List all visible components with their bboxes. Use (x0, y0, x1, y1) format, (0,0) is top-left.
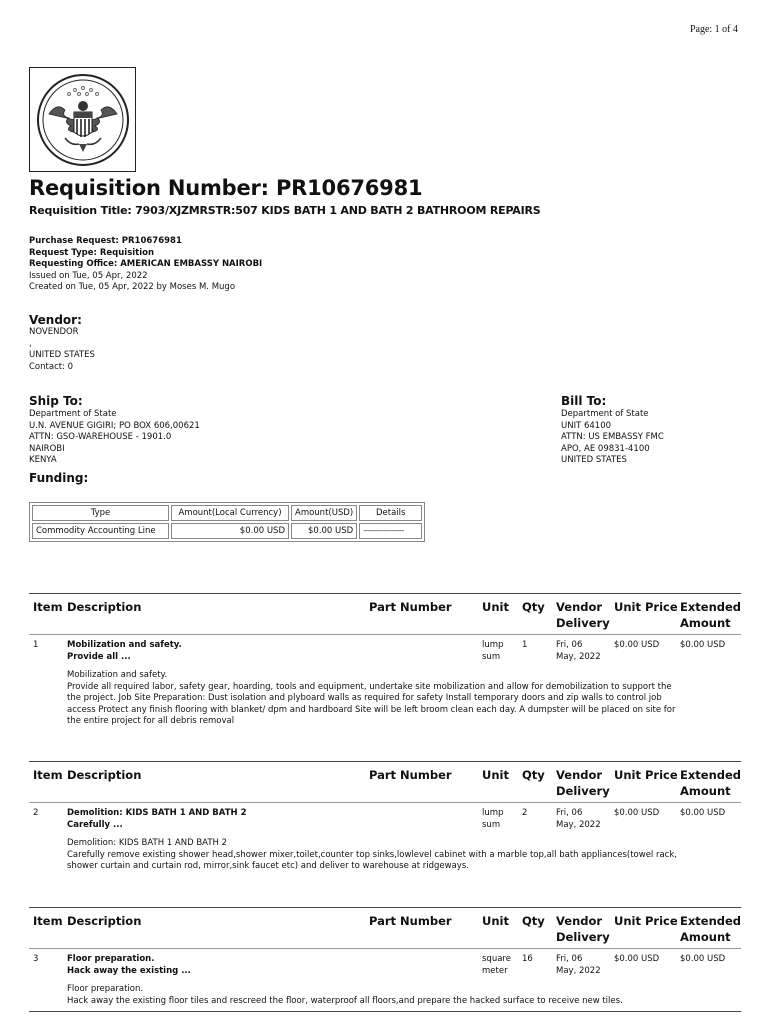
item-short-line: Demolition: KIDS BATH 1 AND BATH 2 (67, 808, 247, 818)
item-long-line: the project. Job Site Preparation: Dust isolation and plyboard walls as required for safety Install temporary doors and zip walls to control job (67, 693, 662, 704)
ship-to-line: KENYA (29, 455, 57, 466)
created-on: Created on Tue, 05 Apr, 2022 by Moses M. Mugo (29, 282, 236, 292)
vendor-line: NOVENDOR (29, 327, 79, 337)
ship-to-line: NAIROBI (29, 443, 65, 454)
col-header-vendor-delivery (556, 768, 610, 799)
item-long-description (67, 670, 741, 728)
col-header-extended: Extended (680, 768, 742, 782)
col-header-extended-amount (680, 600, 741, 631)
item-unit (482, 808, 503, 831)
item-long-line: the entire project for all debris removal (67, 716, 235, 727)
item-unit-line: meter (482, 965, 508, 976)
ship-to-line: Department of State (29, 409, 117, 419)
col-header-part-number: Part Number (369, 768, 452, 782)
item-unit-line: sum (482, 819, 501, 830)
item-delivery-line: Fri, 06 (556, 640, 583, 650)
col-header-delivery: Delivery (556, 929, 610, 944)
item-long-description (67, 984, 741, 1007)
col-header-item: Item (33, 914, 63, 928)
vendor-address (29, 327, 95, 373)
item-long-line: Mobilization and safety. (67, 670, 168, 680)
col-header-vendor: Vendor (556, 914, 603, 928)
col-header-item: Item (33, 600, 63, 614)
item-unit-price: $0.00 USD (614, 808, 660, 818)
vendor-line: UNITED STATES (29, 350, 95, 361)
item-short-line: Mobilization and safety. (67, 640, 182, 650)
issued-on: Issued on Tue, 05 Apr, 2022 (29, 270, 148, 281)
col-header-unit: Unit (482, 768, 509, 782)
item-unit-line: sum (482, 651, 501, 662)
item-top-rule (29, 761, 741, 762)
funding-col-details: Details (359, 505, 422, 521)
col-header-qty: Qty (522, 914, 545, 928)
great-seal-eagle-icon (29, 67, 136, 172)
item-unit (482, 640, 503, 663)
funding-type: Commodity Accounting Line (32, 523, 169, 539)
item-delivery-line: Fri, 06 (556, 954, 583, 964)
col-header-description: Description (67, 600, 142, 614)
col-header-vendor: Vendor (556, 600, 603, 614)
requesting-office: Requesting Office: AMERICAN EMBASSY NAIROBI (29, 259, 263, 269)
funding-col-usd: Amount(USD) (291, 505, 357, 521)
item-long-line: access Protect any finish flooring with blanket/ dpm and hardboard Site will be left broom clean each day. A dumpster will be placed on site for (67, 704, 676, 715)
funding-row (32, 523, 422, 539)
item-header-rule (29, 948, 741, 949)
bill-to-line: ATTN: US EMBASSY FMC (561, 432, 664, 443)
item-unit-line: lump (482, 640, 504, 650)
bill-to-line: APO, AE 09831-4100 (561, 443, 650, 454)
col-header-vendor-delivery (556, 600, 610, 631)
col-header-vendor-delivery (556, 914, 610, 945)
item-top-rule (29, 593, 741, 594)
item-extended-amount: $0.00 USD (680, 808, 726, 818)
funding-local-amount: $0.00 USD (171, 523, 289, 539)
col-header-extended: Extended (680, 914, 742, 928)
funding-heading: Funding: (29, 471, 89, 485)
ship-to-address (29, 409, 200, 467)
col-header-amount: Amount (680, 615, 731, 630)
funding-table-wrap (29, 502, 425, 542)
col-header-extended-amount (680, 768, 741, 799)
bill-to-line: UNIT 64100 (561, 420, 612, 431)
page-number: Page: 1 of 4 (689, 24, 738, 35)
col-header-part-number: Part Number (369, 600, 452, 614)
funding-details: -------------------- (359, 523, 422, 539)
item-extended-amount: $0.00 USD (680, 954, 726, 964)
funding-col-type: Type (32, 505, 169, 521)
item-short-line: Provide all ... (67, 651, 131, 662)
col-header-unit: Unit (482, 914, 509, 928)
vendor-heading: Vendor: (29, 313, 82, 327)
ship-to-line: U.N. AVENUE GIGIRI; PO BOX 606,00621 (29, 420, 200, 431)
ship-to-line: ATTN: GSO-WAREHOUSE - 1901.0 (29, 432, 172, 443)
item-qty: 16 (522, 954, 533, 964)
funding-col-local: Amount(Local Currency) (171, 505, 289, 521)
item-unit-price: $0.00 USD (614, 954, 660, 964)
col-header-description: Description (67, 768, 142, 782)
col-header-unit: Unit (482, 600, 509, 614)
item-long-description (67, 838, 741, 873)
col-header-part-number: Part Number (369, 914, 452, 928)
purchase-request: Purchase Request: PR10676981 (29, 236, 182, 246)
requisition-meta (29, 236, 262, 294)
col-header-unit-price: Unit Price (614, 600, 678, 614)
item-top-rule (29, 907, 741, 908)
item-long-line: shower curtain and curtain rod, mirror,sink faucet etc) and deliver to warehouse at ridgeways. (67, 861, 469, 872)
item-short-description (67, 954, 191, 977)
item-header-rule (29, 634, 741, 635)
item-unit-line: square (482, 954, 511, 964)
item-header-rule (29, 802, 741, 803)
col-header-item: Item (33, 768, 63, 782)
item-short-line: Carefully ... (67, 819, 123, 830)
item-short-line: Floor preparation. (67, 954, 155, 964)
bill-to-line: Department of State (561, 409, 649, 419)
item-unit-line: lump (482, 808, 504, 818)
item-long-line: Provide all required labor, safety gear, hoarding, tools and equipment, undertake site mobilization and allow for demobilization to support the (67, 681, 672, 692)
item-long-line: Floor preparation. (67, 984, 144, 994)
item-short-description (67, 640, 182, 663)
item-delivery-line: May, 2022 (556, 651, 601, 662)
item-long-line: Demolition: KIDS BATH 1 AND BATH 2 (67, 838, 228, 848)
col-header-amount: Amount (680, 783, 731, 798)
item-short-line: Hack away the existing ... (67, 965, 191, 976)
requisition-title-heading: Requisition Title: 7903/XJZMRSTR:507 KIDS BATH 1 AND BATH 2 BATHROOM REPAIRS (29, 204, 541, 217)
col-header-unit-price: Unit Price (614, 768, 678, 782)
funding-table (29, 502, 425, 542)
item-number: 3 (33, 954, 39, 964)
item-qty: 2 (522, 808, 528, 818)
item-unit-price: $0.00 USD (614, 640, 660, 650)
item-bottom-rule (29, 1011, 741, 1012)
col-header-delivery: Delivery (556, 615, 610, 630)
item-short-description (67, 808, 247, 831)
vendor-line: Contact: 0 (29, 361, 74, 372)
bill-to-heading: Bill To: (561, 394, 607, 408)
col-header-qty: Qty (522, 600, 545, 614)
col-header-unit-price: Unit Price (614, 914, 678, 928)
bill-to-address (561, 409, 664, 467)
bill-to-line: UNITED STATES (561, 455, 627, 466)
item-delivery (556, 954, 601, 977)
col-header-delivery: Delivery (556, 783, 610, 798)
funding-header-row (32, 505, 422, 521)
item-delivery-line: Fri, 06 (556, 808, 583, 818)
col-header-vendor: Vendor (556, 768, 603, 782)
col-header-amount: Amount (680, 929, 731, 944)
item-long-line: Carefully remove existing shower head,shower mixer,toilet,counter top sinks,lowlevel cabinet with a marble top,all bath appliances(towel rack, (67, 849, 677, 860)
ship-to-heading: Ship To: (29, 394, 83, 408)
item-number: 2 (33, 808, 39, 818)
item-long-line: Hack away the existing floor tiles and rescreed the floor, waterproof all floors,and prepare the hacked surface to receive new tiles. (67, 995, 623, 1006)
col-header-description: Description (67, 914, 142, 928)
item-extended-amount: $0.00 USD (680, 640, 726, 650)
col-header-extended: Extended (680, 600, 742, 614)
item-delivery-line: May, 2022 (556, 819, 601, 830)
item-delivery-line: May, 2022 (556, 965, 601, 976)
item-qty: 1 (522, 640, 528, 650)
item-delivery (556, 640, 601, 663)
col-header-extended-amount (680, 914, 741, 945)
item-delivery (556, 808, 601, 831)
col-header-qty: Qty (522, 768, 545, 782)
item-unit (482, 954, 511, 977)
vendor-line: , (29, 338, 32, 349)
request-type: Request Type: Requisition (29, 247, 155, 258)
funding-usd-amount: $0.00 USD (291, 523, 357, 539)
item-number: 1 (33, 640, 39, 650)
requisition-number-heading: Requisition Number: PR10676981 (29, 176, 423, 200)
